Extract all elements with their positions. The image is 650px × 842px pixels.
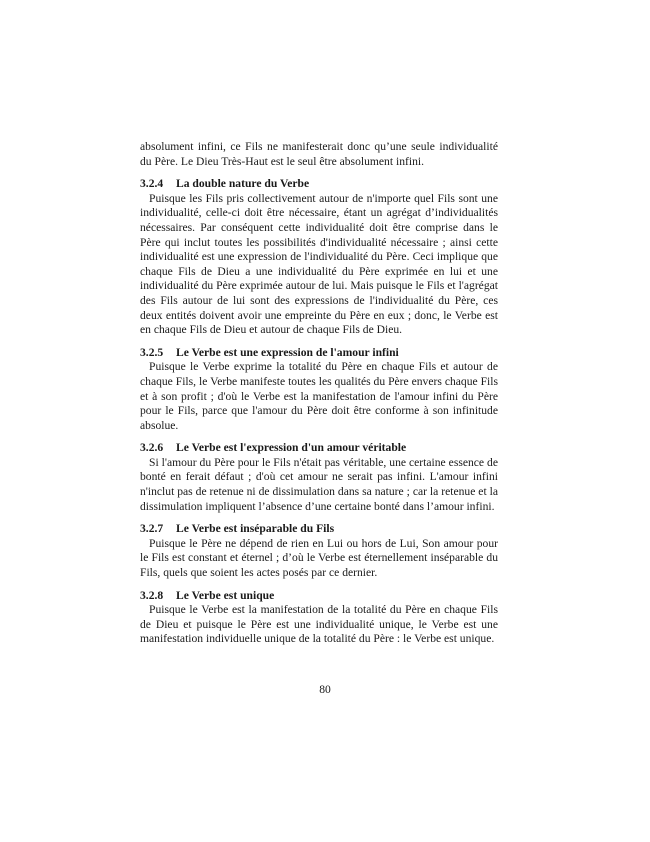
section-number: 3.2.5 bbox=[140, 345, 164, 359]
section-title: Le Verbe est une expression de l'amour infini bbox=[176, 345, 399, 359]
section-number: 3.2.8 bbox=[140, 588, 164, 602]
section-title: Le Verbe est l'expression d'un amour véritable bbox=[176, 441, 407, 455]
section-body-3-2-7: Puisque le Père ne dépend de rien en Lui ou hors de Lui, Son amour pour le Fils est constant et éternel ; d’où le Verbe est éternellement inséparable du Fils, quels que soient les actes posés par ce dernier. bbox=[140, 536, 498, 580]
section-heading-3-2-8 bbox=[140, 589, 498, 604]
section-number: 3.2.7 bbox=[140, 522, 164, 536]
section-heading-3-2-5 bbox=[140, 346, 498, 361]
section-number: 3.2.6 bbox=[140, 441, 164, 455]
section-heading-3-2-7 bbox=[140, 522, 498, 537]
section-title: Le Verbe est unique bbox=[176, 588, 275, 602]
section-body-3-2-5: Puisque le Verbe exprime la totalité du Père en chaque Fils et autour de chaque Fils, le Verbe manifeste toutes les qualités du Père envers chaque Fils et à son profit ; d'où le Verbe est la manifestation de l'amour infini du Père pour le Fils, parce que l'amour du Père doit être conforme à son infinitude absolue. bbox=[140, 360, 498, 432]
section-heading-3-2-6 bbox=[140, 441, 498, 456]
section-number: 3.2.4 bbox=[140, 177, 164, 191]
section-title: Le Verbe est inséparable du Fils bbox=[176, 522, 335, 536]
page-number: 80 bbox=[319, 683, 331, 696]
section-title: La double nature du Verbe bbox=[176, 177, 310, 191]
section-body-3-2-8: Puisque le Verbe est la manifestation de la totalité du Père en chaque Fils de Dieu et puisque le Père est une individualité unique, le Verbe est une manifestation individuelle unique de la totalité du Père : le Verbe est unique. bbox=[140, 603, 498, 646]
opening-paragraph: absolument infini, ce Fils ne manifesterait donc qu’une seule individualité du Père. Le Dieu Très-Haut est le seul être absolument infini. bbox=[140, 140, 498, 168]
page-body bbox=[140, 140, 498, 647]
section-body-3-2-6: Si l'amour du Père pour le Fils n'était pas véritable, une certaine essence de bonté en ferait défaut ; d'où cet amour ne serait pas infini. L'amour infini n'inclut pas de retenue ni de dissimulation dans sa nature ; car la retenue et la dissimulation impliquent l’absence d’une certaine bonté dans l’amour infini. bbox=[140, 455, 498, 513]
section-body-3-2-4: Puisque les Fils pris collectivement autour de n'importe quel Fils sont une individualité, celle-ci doit être nécessaire, étant un agrégat d’individualités nécessaires. Par conséquent cette individualité doit être comprise dans le Père qui inclut toutes les possibilités d'individualité nécessaire ; ainsi cette individualité est une expression de l'individualité du Père. Ceci implique que chaque Fils de Dieu a une individualité du Père exprimée en lui et une individualité du Père exprimée autour de lui. Mais puisque le Fils et l'agrégat des Fils autour de lui sont des expressions de l'individualité du Père, ces deux entités doivent avoir une empreinte du Père en eux ; donc, le Verbe est en chaque Fils de Dieu et autour de chaque Fils de Dieu. bbox=[140, 191, 498, 337]
section-heading-3-2-4 bbox=[140, 177, 498, 192]
